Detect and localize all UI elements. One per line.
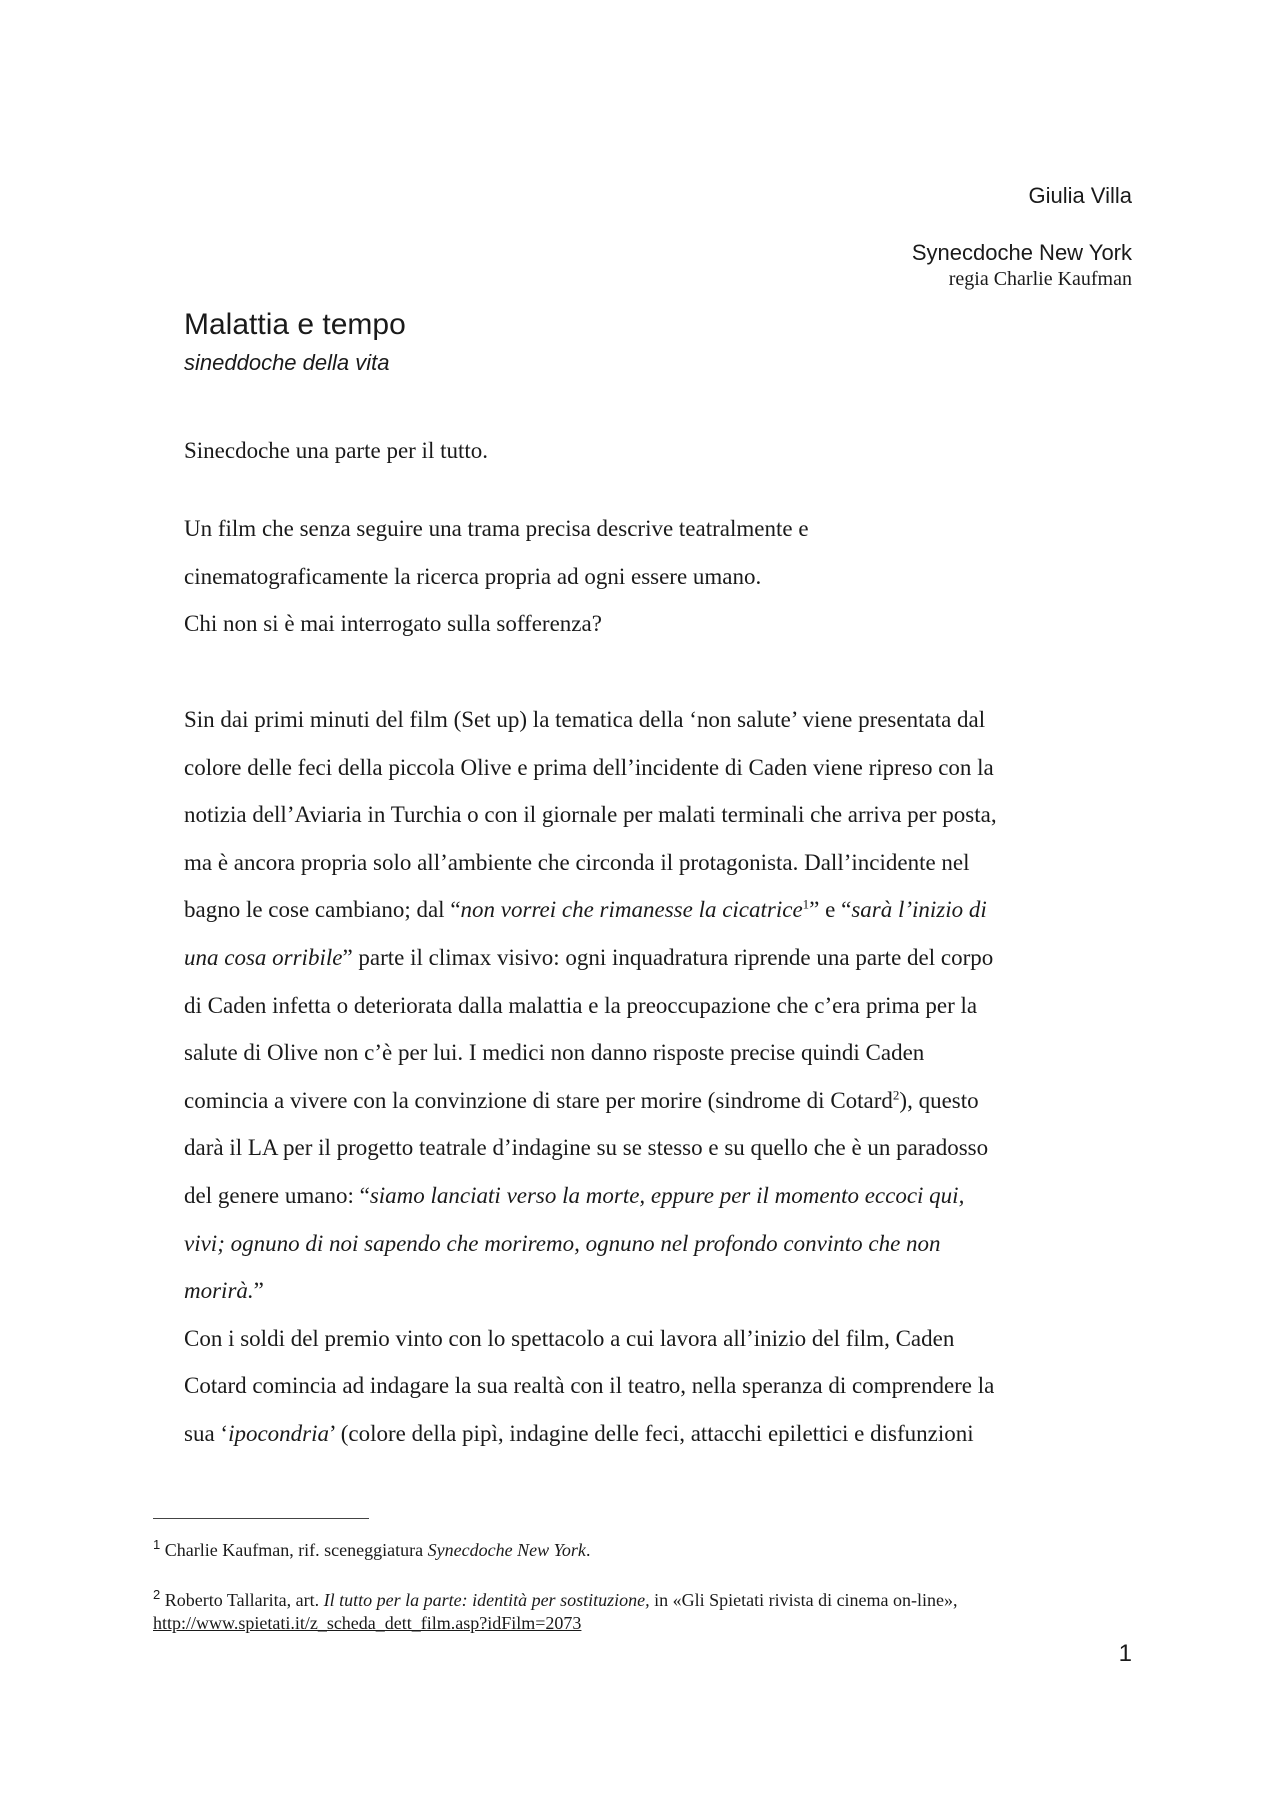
essay-subtitle: sineddoche della vita: [184, 350, 390, 375]
text-run: ’ (colore della pipì, indagine delle feci, attacchi epilettici e disfunzioni: [329, 1420, 974, 1446]
paragraph-line: salute di Olive non c’è per lui. I medici non danno risposte precise quindi Caden: [184, 1040, 925, 1066]
text-run: ”: [253, 1278, 264, 1304]
term-italic: ipocondria: [228, 1420, 330, 1446]
text-run: sua ‘: [184, 1420, 229, 1446]
author-name: Giulia Villa: [1028, 183, 1132, 208]
footnote-ref-2: 2: [892, 1087, 900, 1103]
paragraph-line: Chi non si è mai interrogato sulla sofferenza?: [184, 611, 602, 637]
paragraph-line: notizia dell’Aviaria in Turchia o con il giornale per malati terminali che arriva per posta,: [184, 802, 997, 828]
footnote-text: .: [585, 1540, 591, 1560]
paragraph-line: [184, 1220, 1104, 1268]
text-run: ), questo: [899, 1087, 979, 1113]
paragraph-line: ma è ancora propria solo all’ambiente che circonda il protagonista. Dall’incidente nel: [184, 849, 970, 875]
paragraph-line: Sin dai primi minuti del film (Set up) la tematica della ‘non salute’ viene presentata dal: [184, 707, 986, 732]
paragraph-line: Con i soldi del premio vinto con lo spettacolo a cui lavora all’inizio del film, Caden: [184, 1325, 955, 1351]
paragraph-line: Cotard comincia ad indagare la sua realtà con il teatro, nella speranza di comprendere la: [184, 1373, 995, 1399]
page-number: 1: [1118, 1640, 1132, 1667]
quote-italic: siamo lanciati verso la morte, eppure per il momento eccoci qui,: [369, 1182, 965, 1208]
quote-italic: sarà l’inizio di: [851, 897, 987, 923]
footnote-text: Charlie Kaufman, rif. sceneggiatura: [164, 1540, 428, 1560]
text-run: bagno le cose cambiano; dal “: [184, 897, 461, 923]
paragraph-line: colore delle feci della piccola Olive e prima dell’incidente di Caden viene ripreso con la: [184, 754, 994, 780]
quote-italic: morirà.: [184, 1278, 254, 1304]
footnote-divider: [153, 1518, 369, 1519]
footnote-link[interactable]: http://www.spietati.it/z_scheda_dett_film.asp?idFilm=2073: [153, 1613, 582, 1633]
footnote-1: [153, 1539, 1133, 1562]
text-run: del genere umano: “: [184, 1182, 370, 1208]
paragraph-line: darà il LA per il progetto teatrale d’indagine su se stesso e su quello che è un paradosso: [184, 1135, 989, 1161]
paragraph-line: di Caden infetta o deteriorata dalla malattia e la preoccupazione che c’era prima per la: [184, 992, 978, 1018]
paragraph-line: [184, 934, 1104, 982]
footnote-title-italic: Synecdoche New York: [427, 1540, 586, 1560]
quote-italic: una cosa orribile: [184, 944, 343, 970]
paragraph-line: [184, 886, 1104, 934]
footnote-title-italic: Il tutto per la parte: identità per sostituzione,: [323, 1590, 650, 1610]
paragraph-line: cinematograficamente la ricerca propria ad ogni essere umano.: [184, 563, 762, 589]
paragraph-line: [184, 1267, 1104, 1315]
essay-title: Malattia e tempo: [184, 308, 406, 341]
footnote-number: 1: [153, 1537, 161, 1552]
footnote-number: 2: [153, 1587, 161, 1602]
quote-italic: vivi; ognuno di noi sapendo che moriremo, ognuno nel profondo convinto che non: [184, 1230, 941, 1256]
film-title: Synecdoche New York: [911, 240, 1132, 265]
footnote-2: [153, 1589, 1133, 1635]
paragraph-line: [184, 1410, 1104, 1458]
paragraph-line: [184, 1077, 1104, 1125]
paragraph-3: [184, 696, 1104, 1458]
paragraph-line: [184, 1172, 1104, 1220]
paragraph-line: Un film che senza seguire una trama precisa descrive teatralmente e: [184, 516, 809, 541]
footnote-text: Roberto Tallarita, art.: [164, 1590, 324, 1610]
quote-italic: non vorrei che rimanesse la cicatrice: [460, 897, 803, 923]
text-run: ” parte il climax visivo: ogni inquadratura riprende una parte del corpo: [342, 944, 994, 970]
footnote-text: in «Gli Spietati rivista di cinema on-line»,: [649, 1590, 958, 1610]
paragraph-1: Sinecdoche una parte per il tutto.: [184, 438, 489, 463]
footnote-ref-1: 1: [802, 896, 810, 912]
text-run: ” e “: [809, 897, 852, 923]
paragraph-2: [184, 505, 1104, 648]
director-credit: regia Charlie Kaufman: [948, 268, 1132, 290]
text-run: comincia a vivere con la convinzione di stare per morire (sindrome di Cotard: [184, 1087, 893, 1113]
